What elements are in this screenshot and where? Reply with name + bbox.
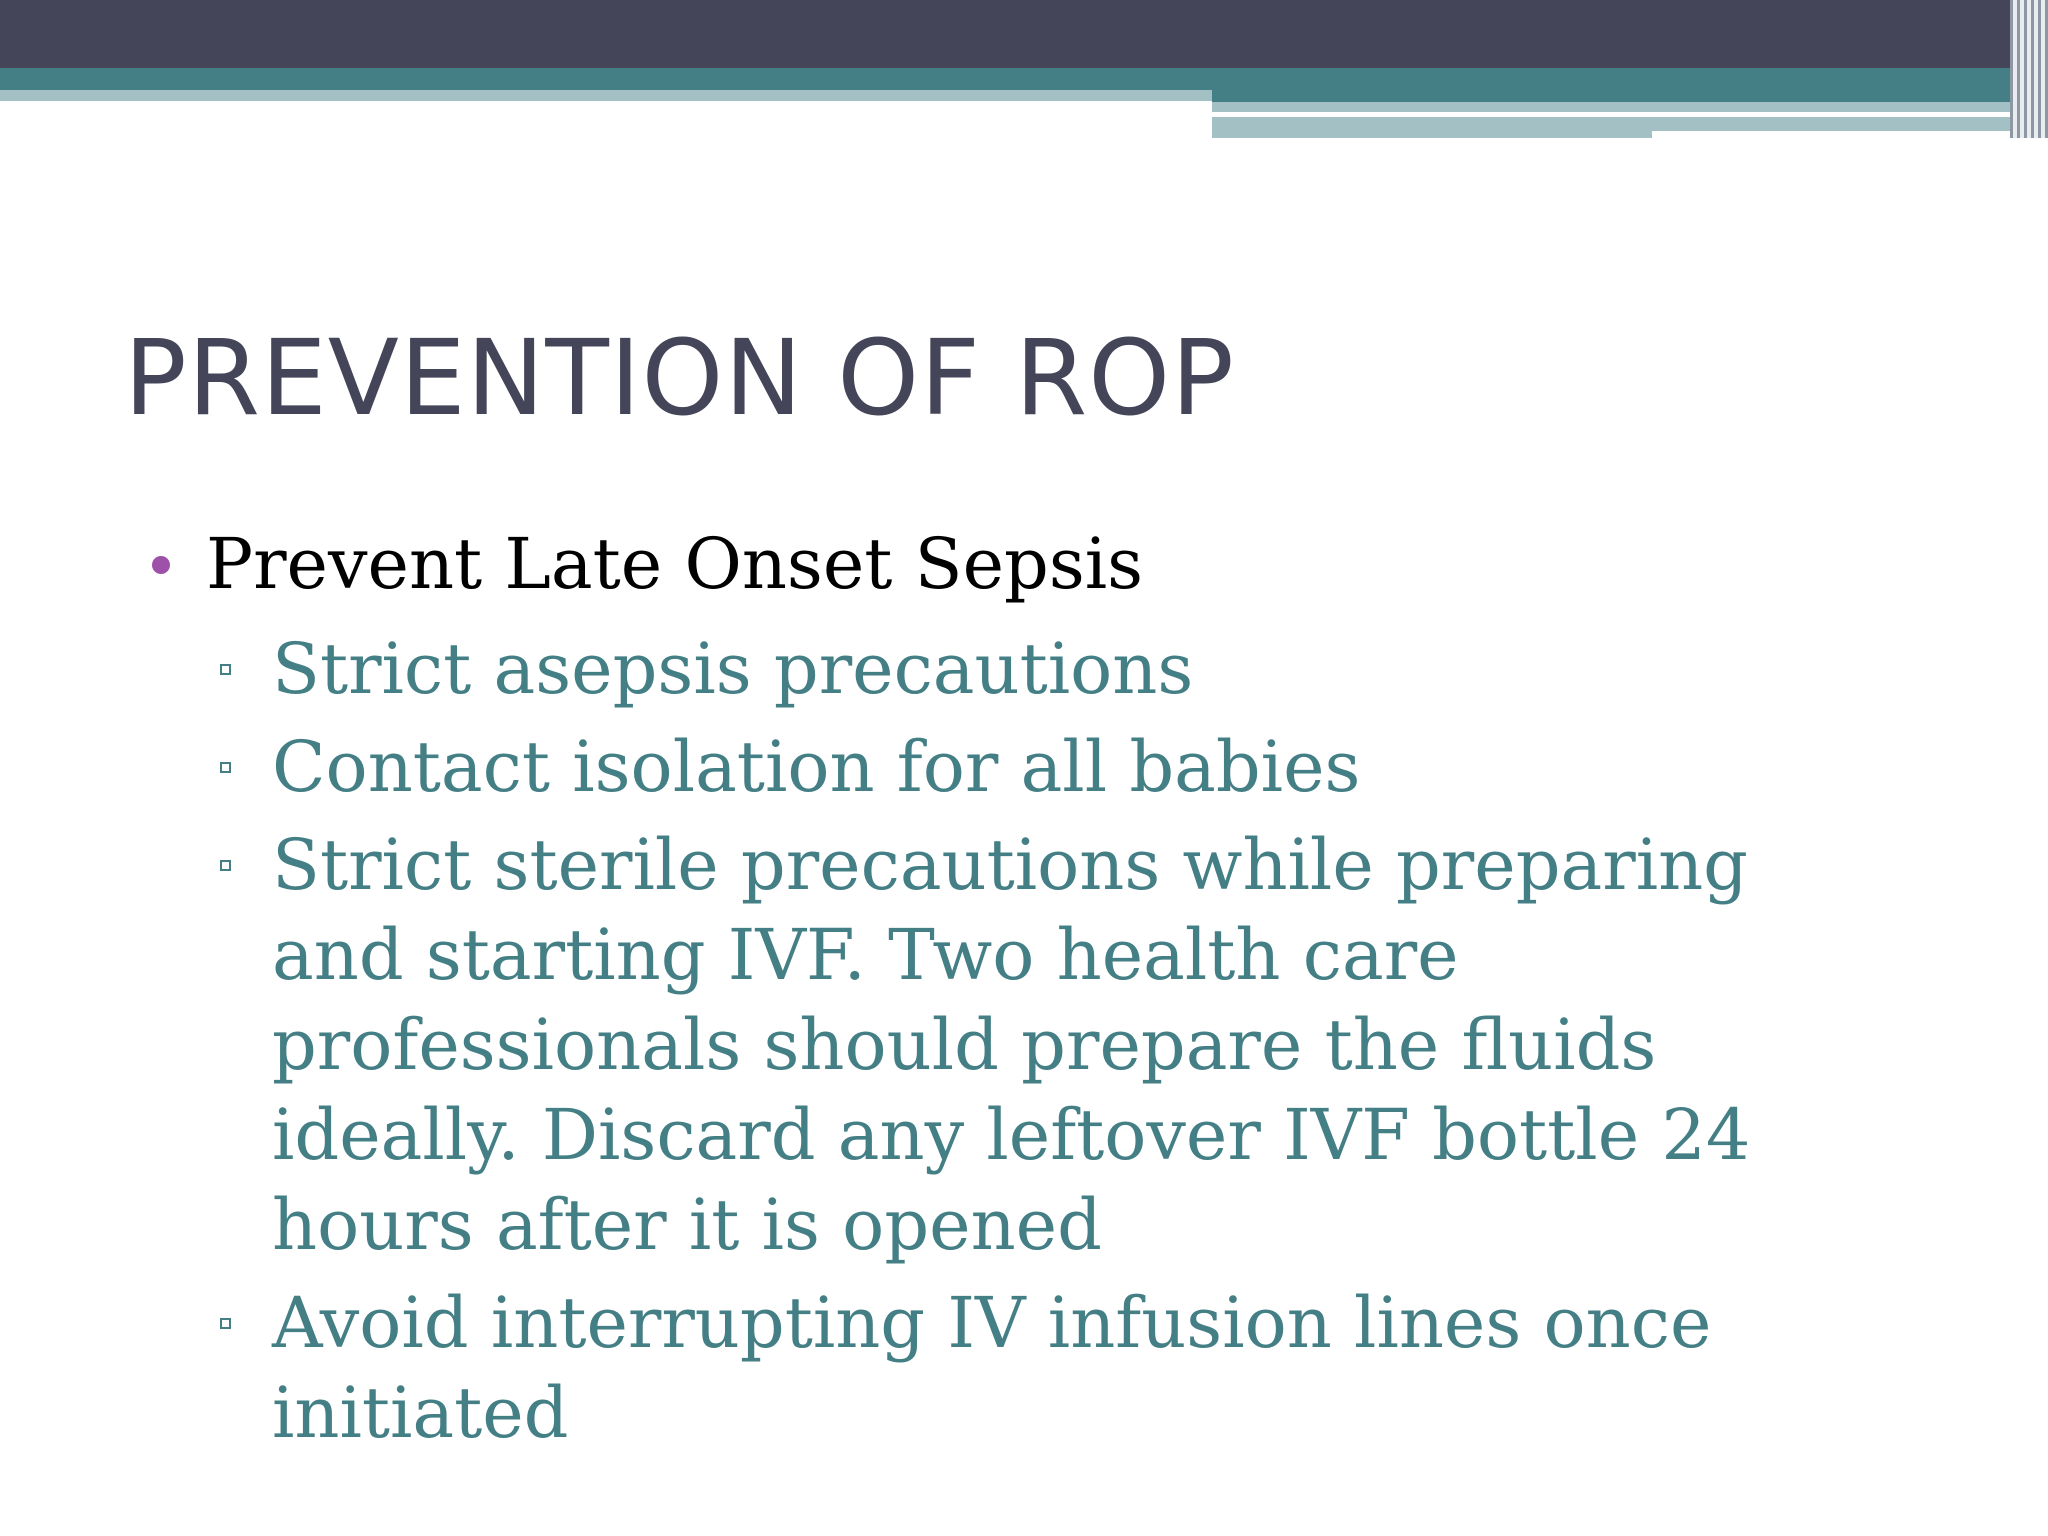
header-band-light-right xyxy=(1212,102,2032,112)
sub-bullet-text: Strict asepsis precautions xyxy=(272,628,1194,710)
sub-bullet-item xyxy=(148,624,1888,714)
bullet-level1 xyxy=(148,512,1948,616)
bullet-dot-icon xyxy=(152,556,170,574)
bullet-level1-text: Prevent Late Onset Sepsis xyxy=(206,523,1144,605)
header-stripes-decoration xyxy=(2010,0,2048,138)
sub-bullet-text: Contact isolation for all babies xyxy=(272,726,1361,808)
sub-bullet-item xyxy=(148,722,1888,812)
sub-bullet-item xyxy=(148,1278,1888,1458)
square-bullet-icon xyxy=(220,762,231,773)
header-band-light xyxy=(0,90,1212,101)
sub-bullet-text: Avoid interrupting IV infusion lines once initiated xyxy=(272,1282,1712,1454)
header-band-light-tail xyxy=(1212,131,1652,138)
header-band-dark xyxy=(0,0,2048,68)
sub-bullet-list xyxy=(148,624,1948,1458)
sub-bullet-item xyxy=(148,820,1888,1270)
square-bullet-icon xyxy=(220,1318,231,1329)
header-band-light-lower xyxy=(1212,117,2012,131)
header-band-teal xyxy=(0,68,2048,90)
sub-bullet-text: Strict sterile precautions while preparing and starting IVF. Two health care professionals should prepare the fluids ideally. Discard any leftover IVF bottle 24 hours after it is opened xyxy=(272,824,1751,1266)
slide-title: PREVENTION OF ROP xyxy=(124,317,1235,439)
slide-content xyxy=(148,512,1948,1458)
square-bullet-icon xyxy=(220,664,231,675)
header-band-teal-right xyxy=(1212,90,2032,102)
square-bullet-icon xyxy=(220,860,231,871)
